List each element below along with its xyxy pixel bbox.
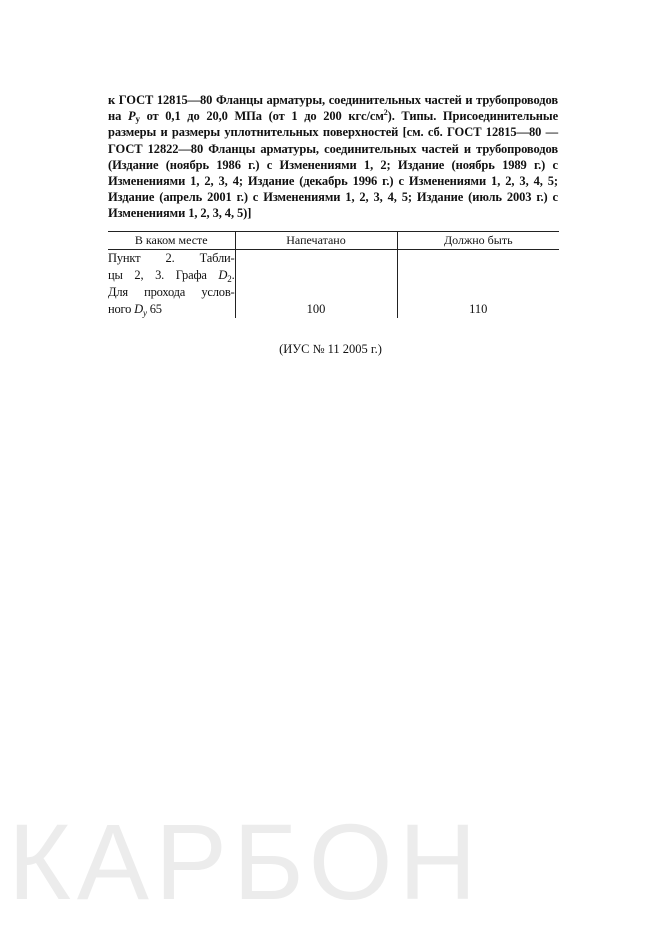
source-reference: (ИУС № 11 2005 г.) — [279, 342, 382, 356]
d2-symbol — [218, 268, 231, 282]
pressure-symbol: P — [127, 109, 136, 124]
dy-symbol — [134, 302, 147, 316]
place-cell — [108, 250, 235, 319]
pressure-subscript: у — [135, 114, 140, 125]
printed-value: 100 — [235, 250, 397, 319]
heading-text-part3: ). Типы. Присоединительные размеры и размеры уплотнительных поверхностей [см. сб. ГОСТ 12815—80 — ГОСТ 12822—80 Фланцы арматуры, соединительных частей и трубопроводов (Издание (ноябрь 1986 г.) с Изменениями 1, 2; Издание (ноябрь 1989 г.) с Изменениями 1, 2, 3, 4; Издание (декабрь 1996 г.) с Изменениями 1, 2, 3, 4, 5; Издание (апрель 2001 г.) с Изменениями 1, 2, 3, 4, 5; Издание (июль 2003 г.) с Изменениями 1, 2, 3, 4, 5)] — [108, 109, 559, 221]
amendment-heading — [108, 92, 558, 222]
should-be-value: 110 — [397, 250, 559, 319]
dy-subscript: у — [142, 308, 147, 318]
place-line: Пункт 2. Табли- — [108, 251, 235, 265]
heading-text-part1: к ГОСТ 12815—80 Фланцы арматуры, соединительных частей и трубопроводов на — [108, 93, 558, 124]
column-header-printed: Напечатано — [235, 232, 397, 250]
table-row — [108, 250, 559, 319]
table-header-row — [108, 232, 559, 250]
place-line: Для прохода услов- — [108, 285, 235, 299]
d2-subscript: 2 — [227, 274, 232, 284]
watermark: КАРБОН — [8, 801, 483, 922]
place-text: цы 2, 3. Графа — [108, 268, 219, 282]
dy-letter: D — [134, 302, 143, 316]
column-header-should-be: Должно быть — [397, 232, 559, 250]
place-text: ного — [108, 302, 135, 316]
place-text: 65 — [146, 302, 162, 316]
unit-superscript: 2 — [383, 108, 388, 118]
errata-table — [108, 231, 559, 318]
d2-letter: D — [218, 268, 228, 282]
place-text: . — [231, 268, 235, 282]
heading-text-part2: от 0,1 до 20,0 МПа (от 1 до 200 кгс/см — [139, 109, 384, 124]
column-header-place: В каком месте — [108, 232, 235, 250]
place-line — [108, 267, 235, 284]
place-line — [108, 301, 235, 318]
